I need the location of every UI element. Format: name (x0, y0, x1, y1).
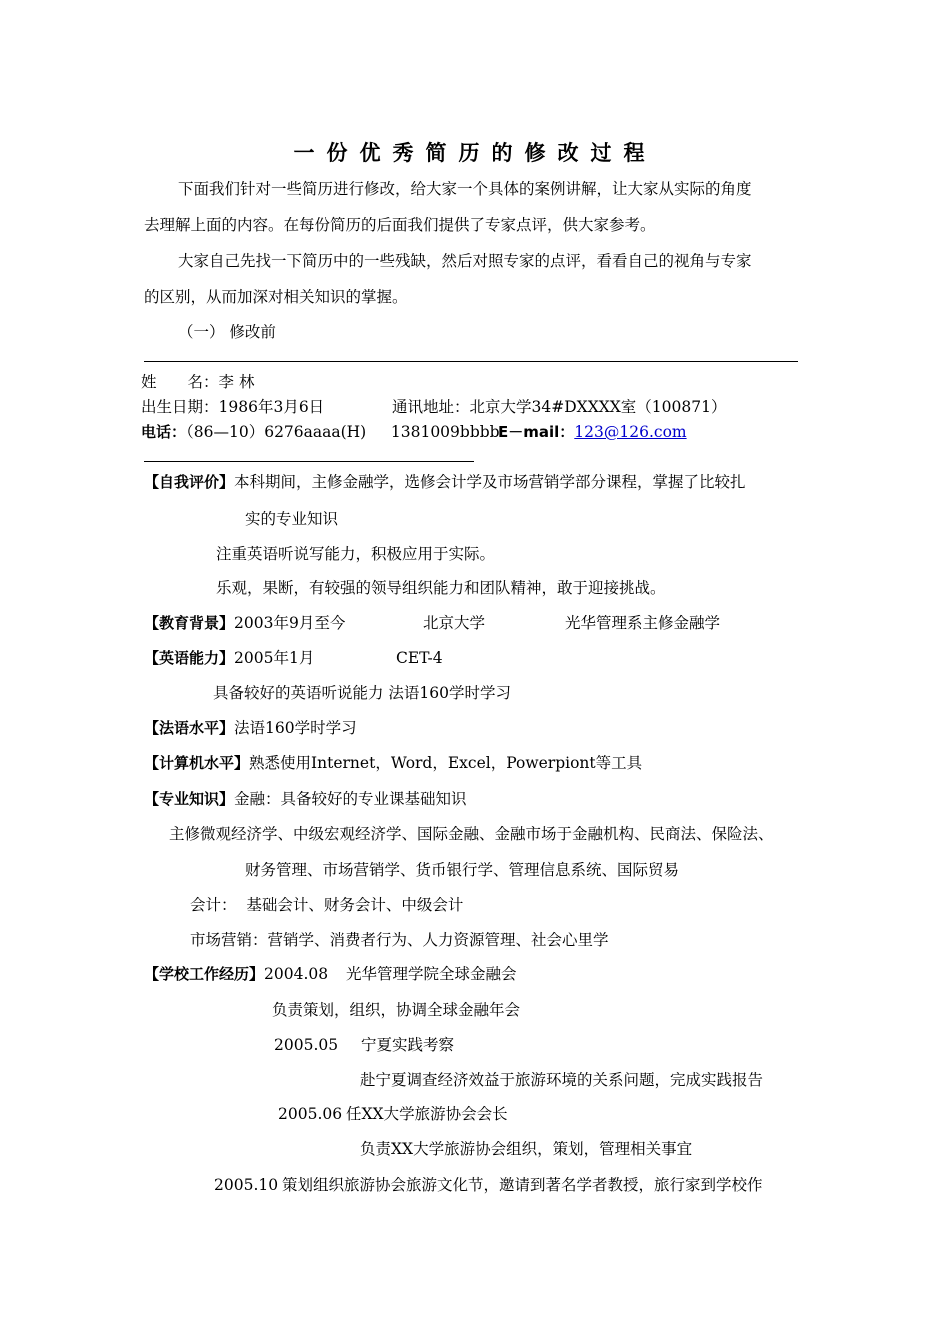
english-cert: CET-4 (396, 649, 443, 667)
address-label: 通讯地址： (392, 398, 470, 416)
knowledge-line-4: 会计： 基础会计、财务会计、中级会计 (190, 896, 464, 914)
school-work-e1-title: 光华管理学院全球金融会 (346, 965, 517, 983)
french-label: 【法语水平】 (144, 719, 235, 737)
intro-paragraph-2-line-2: 的区别，从而加深对相关知识的掌握。 (144, 288, 408, 306)
computer-text: 熟悉使用Internet，Word，Excel，Powerpiont等工具 (249, 754, 643, 772)
self-eval-line-1: 本科期间，主修金融学，选修会计学及市场营销学部分课程，掌握了比较扎 (234, 473, 746, 491)
computer-label: 【计算机水平】 (144, 754, 250, 772)
name-value: 李 林 (218, 373, 255, 391)
education-row (144, 613, 345, 633)
knowledge-row (144, 789, 467, 809)
french-row (144, 718, 357, 738)
email-label: E－mail： (498, 423, 575, 441)
birth-value: 1986年3月6日 (218, 398, 325, 416)
self-eval-line-3: 注重英语听说写能力，积极应用于实际。 (216, 545, 496, 563)
phone-label: 电话： (141, 423, 187, 441)
self-eval-line-2: 实的专业知识 (245, 510, 339, 528)
english-label: 【英语能力】 (144, 649, 235, 667)
english-line-2: 具备较好的英语听说能力 法语160学时学习 (213, 684, 512, 702)
knowledge-line-2: 主修微观经济学、中级宏观经济学、国际金融、金融市场于金融机构、民商法、保险法、 (169, 825, 774, 843)
phone-row (141, 422, 500, 442)
email-link[interactable]: 123@126.com (574, 423, 687, 441)
address-row (392, 397, 726, 417)
school-work-e2-date: 2005.05 (274, 1036, 339, 1054)
school-work-e3-title: 任XX大学旅游协会会长 (346, 1105, 508, 1123)
school-work-e3-desc: 负责XX大学旅游协会组织，策划，管理相关事宜 (360, 1140, 693, 1158)
school-work-e4-title: 策划组织旅游协会旅游文化节，邀请到著名学者教授，旅行家到学校作 (282, 1176, 763, 1194)
email-row (498, 422, 687, 442)
section-heading: （一） 修改前 (178, 323, 276, 341)
english-row (144, 648, 314, 668)
contact-divider (144, 461, 474, 462)
knowledge-line-1: 金融：具备较好的专业课基础知识 (234, 790, 467, 808)
address-value: 北京大学34#DXXXX室（100871） (469, 398, 727, 416)
document-title: 一份优秀简历的修改过程 (293, 140, 657, 165)
education-label: 【教育背景】 (144, 614, 235, 632)
school-work-e2-title: 宁夏实践考察 (361, 1036, 455, 1054)
school-work-e3-date: 2005.06 (278, 1105, 343, 1123)
french-text: 法语160学时学习 (234, 719, 357, 737)
school-work-row (144, 964, 328, 984)
education-major: 光华管理系主修金融学 (565, 614, 721, 632)
school-work-e1-desc: 负责策划，组织，协调全球金融年会 (272, 1001, 521, 1019)
school-work-label: 【学校工作经历】 (144, 965, 265, 983)
education-school: 北京大学 (423, 614, 486, 632)
name-label: 姓 名： (141, 373, 219, 391)
knowledge-line-5: 市场营销：营销学、消费者行为、人力资源管理、社会心里学 (190, 931, 609, 949)
name-row (141, 372, 254, 392)
intro-paragraph-1-line-1: 下面我们针对一些简历进行修改，给大家一个具体的案例讲解，让大家从实际的角度 (178, 180, 752, 198)
intro-paragraph-2-line-1: 大家自己先找一下简历中的一些残缺，然后对照专家的点评，看看自己的视角与专家 (178, 252, 752, 270)
computer-row (144, 753, 642, 773)
knowledge-label: 【专业知识】 (144, 790, 235, 808)
school-work-e4-date: 2005.10 (214, 1176, 279, 1194)
self-eval-row (144, 472, 746, 492)
school-work-e2-desc: 赴宁夏调查经济效益于旅游环境的关系问题，完成实践报告 (360, 1071, 764, 1089)
school-work-e1-date: 2004.08 (264, 965, 329, 983)
header-divider (144, 361, 798, 362)
birth-label: 出生日期： (141, 398, 219, 416)
education-date: 2003年9月至今 (234, 614, 346, 632)
intro-paragraph-1-line-2: 去理解上面的内容。在每份简历的后面我们提供了专家点评，供大家参考。 (144, 216, 656, 234)
english-date: 2005年1月 (234, 649, 315, 667)
phone-value: （86—10）6276aaaa(H) 1381009bbbb (186, 423, 500, 441)
birth-row (141, 397, 324, 417)
self-eval-line-4: 乐观，果断，有较强的领导组织能力和团队精神，敢于迎接挑战。 (216, 579, 666, 597)
self-eval-label: 【自我评价】 (144, 473, 235, 491)
knowledge-line-3: 财务管理、市场营销学、货币银行学、管理信息系统、国际贸易 (245, 861, 680, 879)
